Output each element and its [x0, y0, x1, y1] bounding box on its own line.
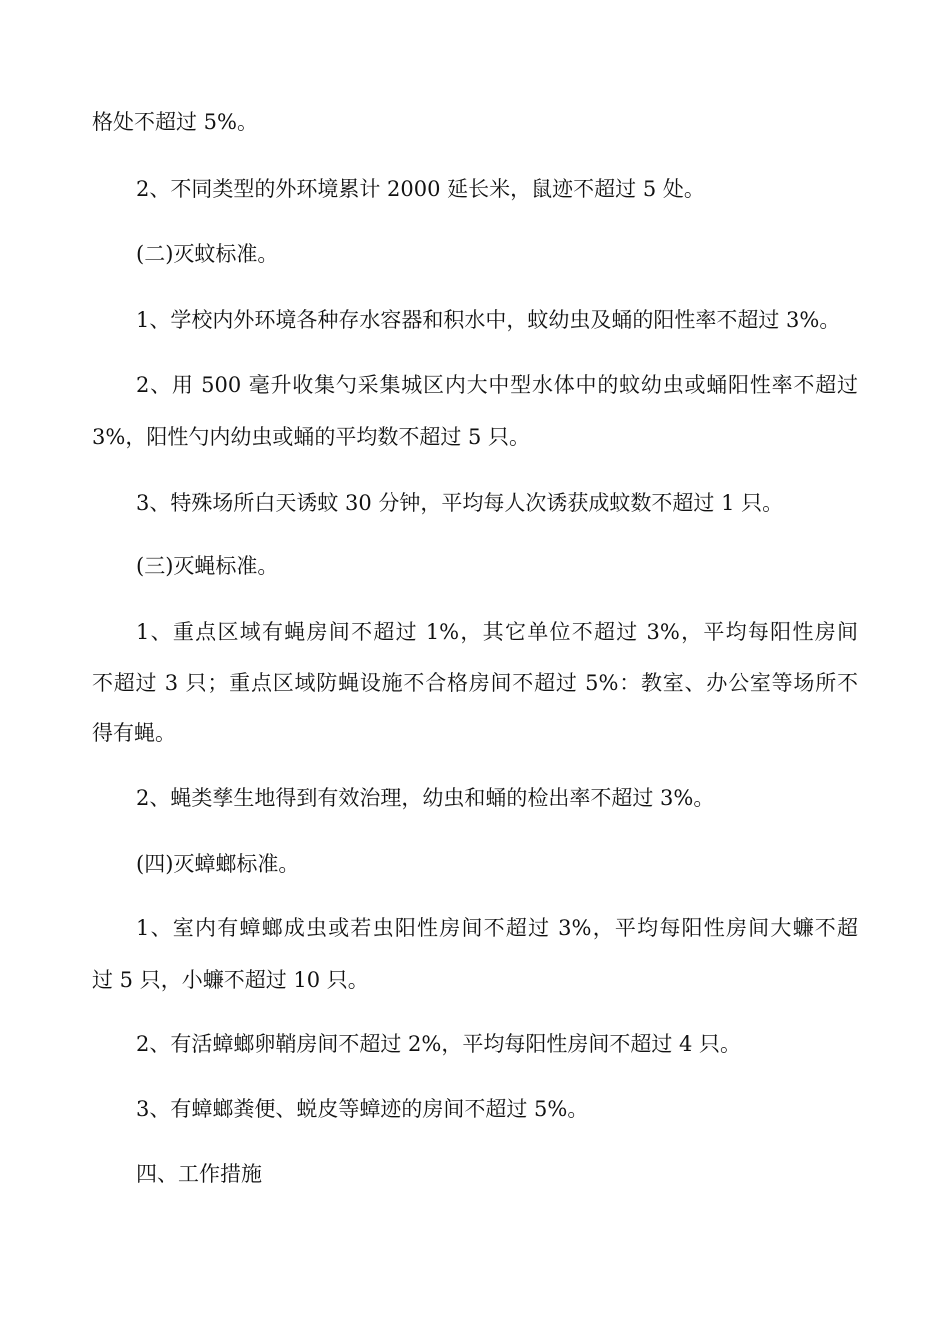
text-line: 过 5 只，小蠊不超过 10 只。: [92, 968, 369, 992]
text-line: 2、有活蟑螂卵鞘房间不超过 2%，平均每阳性房间不超过 4 只。: [136, 1032, 742, 1056]
text-line: 得有蝇。: [92, 721, 176, 745]
text-line: 1、重点区域有蝇房间不超过 1%，其它单位不超过 3%，平均每阳性房间: [136, 620, 858, 644]
section-heading: (二)灭蚊标准。: [136, 242, 279, 266]
section-heading: 四、工作措施: [136, 1162, 262, 1186]
text-line: 1、学校内外环境各种存水容器和积水中，蚊幼虫及蛹的阳性率不超过 3%。: [136, 308, 841, 332]
text-line: 不超过 3 只；重点区域防蝇设施不合格房间不超过 5%：教室、办公室等场所不: [92, 671, 858, 695]
text-line: 2、蝇类孳生地得到有效治理，幼虫和蛹的检出率不超过 3%。: [136, 786, 715, 810]
text-line: 2、用 500 毫升收集勺采集城区内大中型水体中的蚊幼虫或蛹阳性率不超过: [136, 373, 858, 397]
text-line: 1、室内有蟑螂成虫或若虫阳性房间不超过 3%，平均每阳性房间大蠊不超: [136, 916, 858, 940]
text-line: 3%，阳性勺内幼虫或蛹的平均数不超过 5 只。: [92, 425, 531, 449]
text-line: 3、有蟑螂粪便、蜕皮等蟑迹的房间不超过 5%。: [136, 1097, 589, 1121]
section-heading: (三)灭蝇标准。: [136, 554, 279, 578]
text-line: 2、不同类型的外环境累计 2000 延长米，鼠迹不超过 5 处。: [136, 177, 705, 201]
section-heading: (四)灭蟑螂标准。: [136, 852, 300, 876]
text-line: 3、特殊场所白天诱蚊 30 分钟，平均每人次诱获成蚊数不超过 1 只。: [136, 491, 784, 515]
text-line: 格处不超过 5%。: [92, 110, 258, 134]
